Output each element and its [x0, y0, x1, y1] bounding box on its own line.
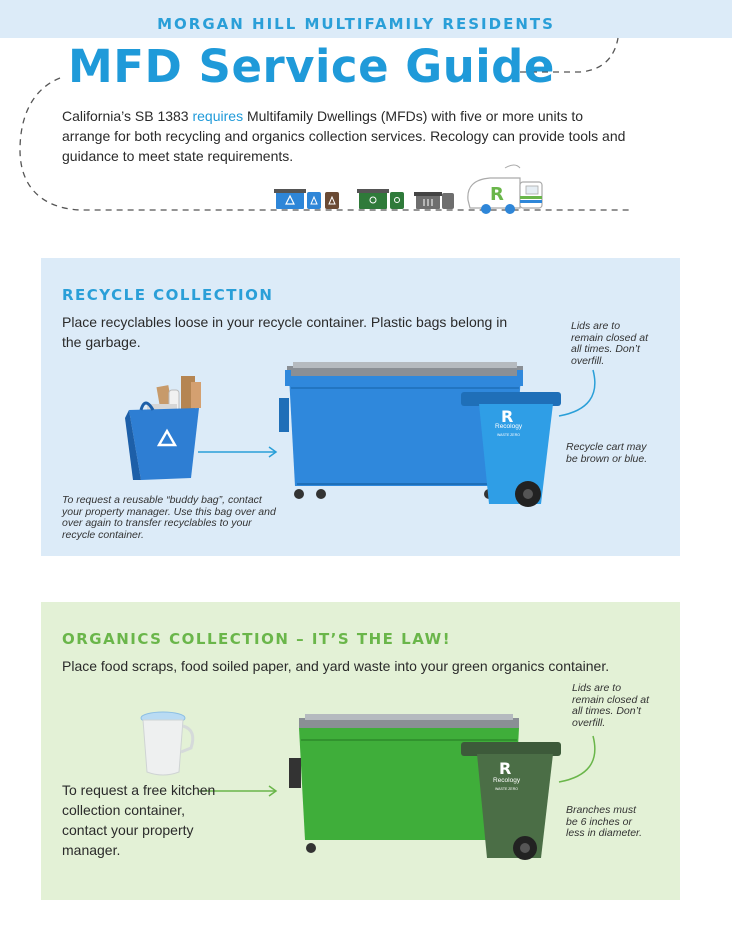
bin-icon-row [0, 0, 732, 240]
organics-cart-brand: Recology [493, 777, 521, 784]
recycle-text: Place recyclables loose in your recycle container. Plastic bags belong in the garbage. [62, 314, 508, 350]
organics-lid-note: Lids are to remain closed at all times. Don’t overfill. [572, 682, 650, 729]
recycle-heading: RECYCLE COLLECTION [62, 286, 274, 304]
organics-cart-sub: WASTE ZERO [495, 787, 519, 791]
kitchen-pail-icon [141, 712, 193, 775]
svg-text:R: R [499, 759, 512, 778]
recycle-cart-icon [307, 192, 321, 209]
arrow-right-icon [198, 447, 276, 457]
intro-paragraph: California’s SB 1383 requires Multifamily Dwellings (MFDs) with five or more units to arrange for both recycling and organics collection services. Recology can provide tools and guidance to meet state requirements. [62, 108, 626, 164]
svg-text:R: R [501, 407, 514, 426]
svg-text:R: R [490, 184, 504, 205]
garbage-bin-icon [414, 192, 442, 209]
organics-cart-icon [390, 192, 404, 209]
recycle-lid-note: Lids are to remain closed at all times. Don’t overfill. [571, 320, 649, 367]
kitchen-container-note: To request a free kitchen collection container, contact your property manager. [62, 782, 216, 858]
recycle-cart-sub: WASTE ZERO [497, 433, 521, 437]
organics-bin-icon [357, 189, 389, 209]
brown-cart-icon [325, 192, 339, 209]
branch-note: Branches must be 6 inches or less in diameter. [566, 804, 643, 839]
banner-text: MORGAN HILL MULTIFAMILY RESIDENTS [157, 15, 555, 33]
buddy-bag-icon [125, 376, 201, 480]
collection-truck-icon [468, 165, 542, 214]
recycle-section [41, 258, 680, 556]
page-title: MFD Service Guide [68, 40, 555, 93]
garbage-cart-icon [442, 193, 454, 209]
buddy-bag-note: To request a reusable “buddy bag”, contact your property manager. Use this bag over and over again to transfer recyclables to your recycle container. [62, 494, 276, 541]
recycle-cart-brand: Recology [495, 423, 523, 430]
intro-highlight: requires [192, 108, 244, 124]
recycle-cart-note: Recycle cart may be brown or blue. [566, 441, 648, 465]
recycle-bin-icon [274, 189, 306, 209]
organics-section [41, 602, 680, 900]
organics-text: Place food scraps, food soiled paper, and yard waste into your green organics container. [62, 658, 610, 674]
organics-heading: ORGANICS COLLECTION – IT’S THE LAW! [62, 630, 452, 648]
